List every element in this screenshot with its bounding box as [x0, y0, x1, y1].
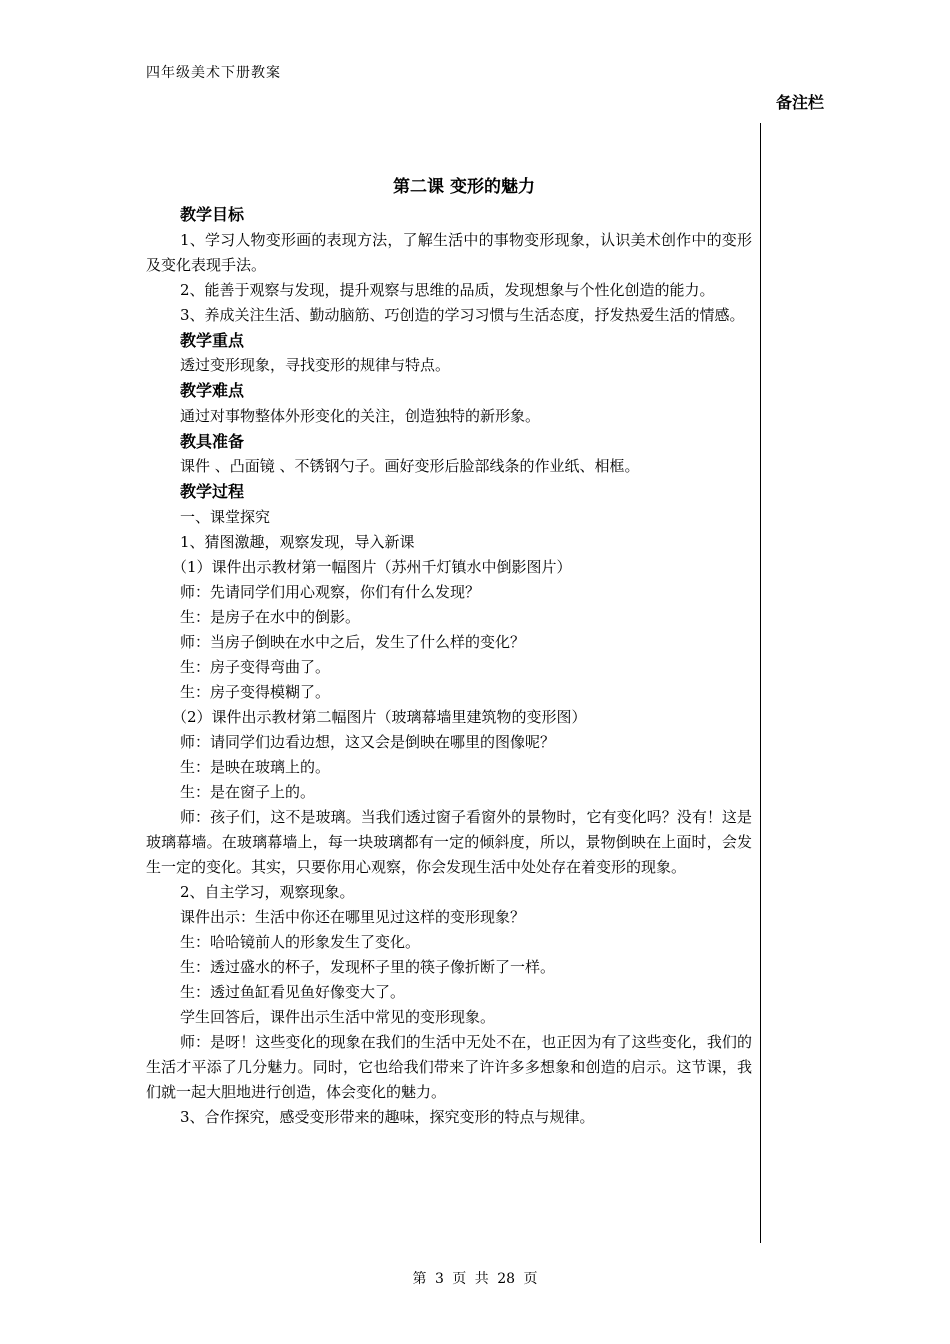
lesson-title: 第二课 变形的魅力 — [393, 177, 535, 197]
process-line: 3、合作探究，感受变形带来的趣味，探究变形的特点与规律。 — [180, 1107, 595, 1126]
process-line: 生：是房子在水中的倒影。 — [180, 607, 361, 626]
notes-column-label: 备注栏 — [776, 93, 825, 112]
process-line: 2、自主学习，观察现象。 — [180, 882, 355, 901]
process-line: 生：透过鱼缸看见鱼好像变大了。 — [180, 982, 406, 1001]
goal-item: 3、养成关注生活、勤动脑筋、巧创造的学习习惯与生活态度，抒发热爱生活的情感。 — [180, 305, 745, 324]
page-number-footer: 第 3 页 共 28 页 — [412, 1271, 538, 1287]
process-line: 生：哈哈镜前人的形象发生了变化。 — [180, 932, 421, 951]
key-points-text: 透过变形现象，寻找变形的规律与特点。 — [180, 356, 451, 374]
lesson-body — [146, 172, 752, 1130]
notes-column-divider — [760, 123, 761, 1243]
process-line: （1）课件出示教材第一幅图片（苏州千灯镇水中倒影图片） — [172, 557, 572, 576]
process-line: 生：是在窗子上的。 — [180, 782, 316, 801]
document-header-title: 四年级美术下册教案 — [146, 65, 281, 81]
process-line: 一、课堂探究 — [180, 507, 271, 526]
process-line: 师：当房子倒映在水中之后，发生了什么样的变化？ — [180, 632, 526, 651]
process-line: 生：是映在玻璃上的。 — [180, 757, 331, 776]
process-line: 课件出示：生活中你还在哪里见过这样的变形现象？ — [180, 907, 526, 926]
process-line: 生：透过盛水的杯子，发现杯子里的筷子像折断了一样。 — [180, 957, 556, 976]
process-line: 师：先请同学们用心观察，你们有什么发现？ — [180, 582, 481, 601]
section-heading-key-points: 教学重点 — [180, 330, 245, 350]
process-line: 生：房子变得弯曲了。 — [180, 657, 331, 676]
difficulty-text: 通过对事物整体外形变化的关注，创造独特的新形象。 — [180, 406, 541, 425]
section-heading-goals: 教学目标 — [180, 205, 245, 224]
materials-text: 课件 、凸面镜 、不锈钢勺子。画好变形后脸部线条的作业纸、相框。 — [180, 457, 640, 475]
process-line: 学生回答后，课件出示生活中常见的变形现象。 — [180, 1007, 496, 1026]
section-heading-materials: 教具准备 — [180, 431, 245, 451]
process-line: 师：孩子们，这不是玻璃。当我们透过窗子看窗外的景物时，它有变化吗？没有！这是玻璃幕墙。在玻璃幕墙上，每一块玻璃都有一定的倾斜度，所以，景物倒映在上面时，会发生一定的变化。其实，只要你用心观察，你会发现生活中处处存在着变形的现象。 — [146, 807, 752, 876]
goal-item: 2、能善于观察与发现，提升观察与思维的品质，发现想象与个性化创造的能力。 — [180, 280, 715, 299]
process-line: 师：是呀！这些变化的现象在我们的生活中无处不在，也正因为有了这些变化，我们的生活才平添了几分魅力。同时，它也给我们带来了许许多多想象和创造的启示。这节课，我们就一起大胆地进行创造，体会变化的魅力。 — [146, 1032, 752, 1101]
process-line: 生：房子变得模糊了。 — [180, 682, 331, 701]
section-heading-process: 教学过程 — [180, 482, 245, 501]
process-line: （2）课件出示教材第二幅图片（玻璃幕墙里建筑物的变形图） — [172, 707, 587, 726]
process-line: 师：请同学们边看边想，这又会是倒映在哪里的图像呢？ — [180, 732, 556, 751]
process-line: 1、猜图激趣，观察发现，导入新课 — [180, 532, 415, 551]
goal-item: 1、学习人物变形画的表现方法，了解生活中的事物变形现象，认识美术创作中的变形及变化表现手法。 — [146, 230, 752, 274]
section-heading-difficulty: 教学难点 — [180, 381, 245, 400]
